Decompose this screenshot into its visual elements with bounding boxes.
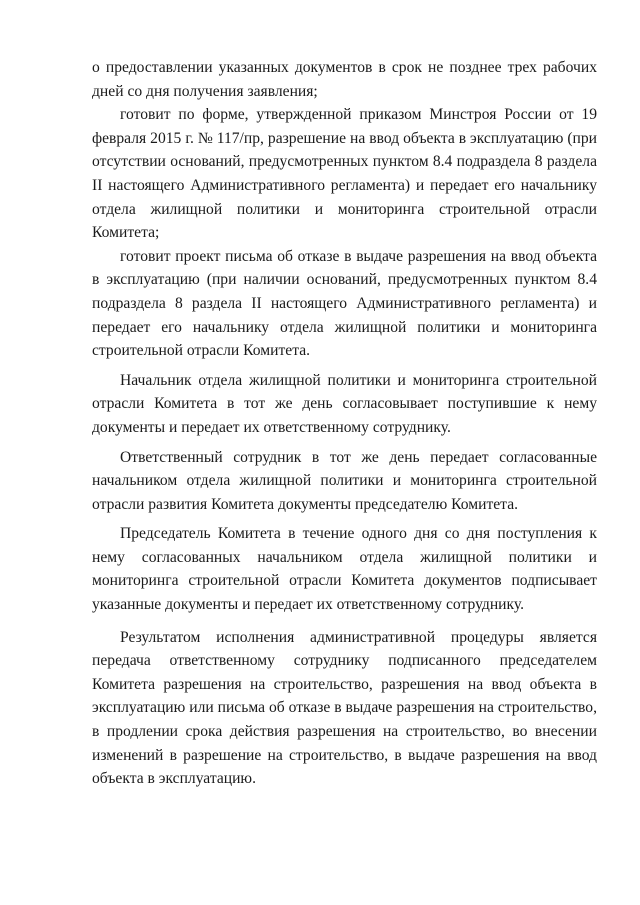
paragraph-head-approval: Начальник отдела жилищной политики и мониторинга строительной отрасли Комитета в тот же день согласовывает поступившие к нему документы и передает их ответственному сотруднику. [92,371,597,436]
paragraph-prepare-permit: готовит по форме, утвержденной приказом Минстроя России от 19 февраля 2015 г. № 117/пр, разрешение на ввод объекта в эксплуатацию (при отсутствии оснований, предусмотренных пунктом 8.4 подраздела 8 раздела II настоящего Административного регламента) и передает его начальнику отдела жилищной политики и мониторинга строительной отрасли Комитета; [92,106,597,242]
paragraph-employee-transfer: Ответственный сотрудник в тот же день передает согласованные начальником отдела жилищной политики и мониторинга строительной отрасли развития Комитета документы председателю Комитета. [92,448,597,513]
paragraph-prepare-refusal: готовит проект письма об отказе в выдаче разрешения на ввод объекта в эксплуатацию (при наличии оснований, предусмотренных пунктом 8.4 подраздела 8 раздела II настоящего Административного регламента) и передает его начальнику отдела жилищной политики и мониторинга строительной отрасли Комитета. [92,247,597,360]
document-body [92,56,597,791]
paragraph-chairman-signing: Председатель Комитета в течение одного дня со дня поступления к нему согласованных начальником отдела жилищной политики и мониторинга строительной отрасли Комитета документов подписывает указанные документы и передает их ответственному сотруднику. [92,525,597,614]
paragraph-continuation: о предоставлении указанных документов в срок не позднее трех рабочих дней со дня получения заявления; [92,59,597,100]
paragraph-procedure-result: Результатом исполнения административной процедуры является передача ответственному сотруднику подписанного председателем Комитета разрешения на строительство, разрешения на ввод объекта в эксплуатацию или письма об отказе в выдаче разрешения на строительство, в продлении срока действия разрешения на строительство, во внесении изменений в разрешение на строительство, в выдаче разрешения на ввод объекта в эксплуатацию. [92,628,597,788]
